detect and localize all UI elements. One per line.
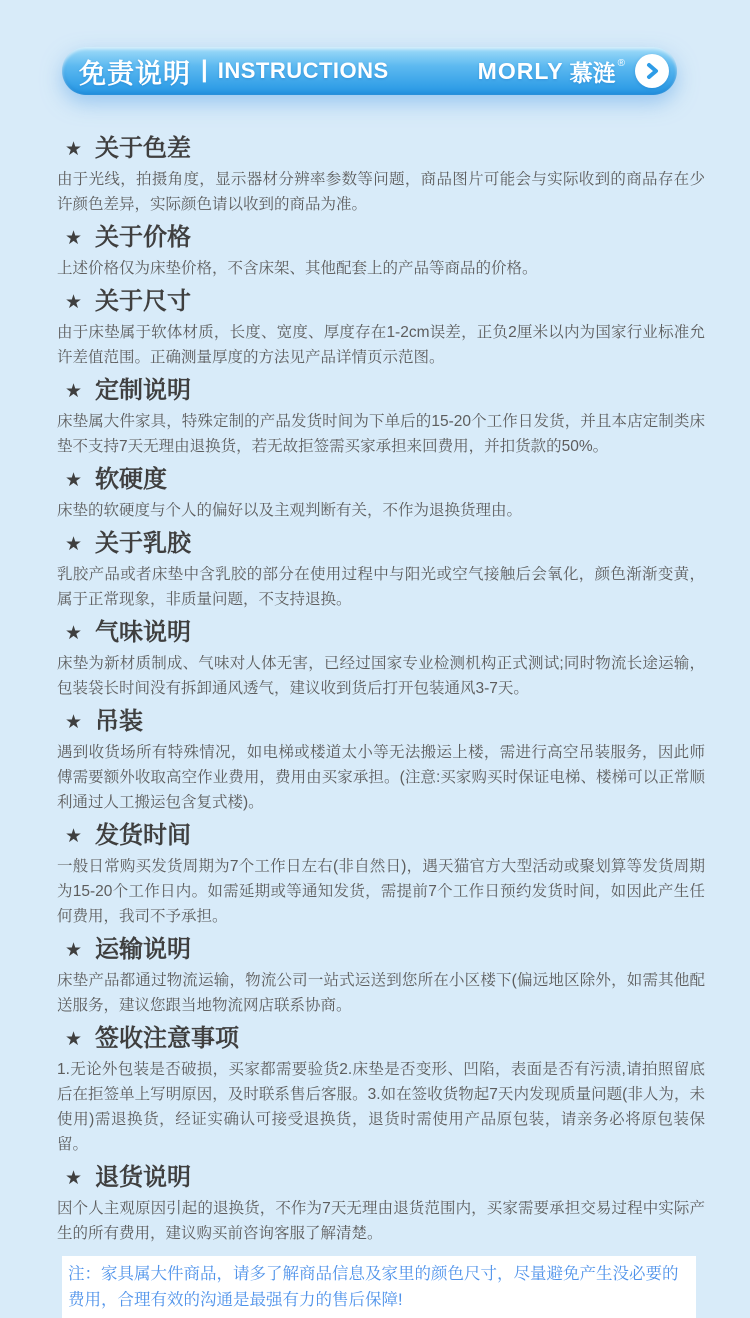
section-price: [57, 224, 705, 281]
section-size: [57, 288, 705, 370]
section-body: 上述价格仅为床垫价格，不含床架、其他配套上的产品等商品的价格。: [57, 260, 538, 277]
section-body: 因个人主观原因引起的退换货，不作为7天无理由退货范围内，买家需要承担交易过程中实际产生的所有费用，建议购买前咨询客服了解清楚。: [57, 1200, 705, 1242]
star-icon: ★: [65, 227, 83, 249]
section-body: 1.无论外包装是否破损，买家都需要验货2.床垫是否变形、凹陷，表面是否有污渍,请拍照留底后在拒签单上写明原因，及时联系售后客服。3.如在签收货物起7天内发现质量问题(非人为，未使用)需退换货，经证实确认可接受退换货，退货时需使用产品原包装，请亲务必将原包装保留。: [57, 1061, 705, 1153]
section-title: [65, 288, 705, 316]
section-customization: [57, 377, 705, 459]
section-latex: [57, 530, 705, 612]
section-body: 一般日常购买发货周期为7个工作日左右(非自然日)，遇天猫官方大型活动或聚划算等发货周期为15-20个工作日内。如需延期或等通知发货，需提前7个工作日预约发货时间，如因此产生任何费用，我司不予承担。: [57, 858, 705, 925]
section-title-text: 软硬度: [95, 466, 168, 493]
instructions-header-banner: [62, 47, 677, 95]
section-title-text: 关于乳胶: [95, 530, 192, 557]
section-body: 床垫为新材质制成、气味对人体无害，已经过国家专业检测机构正式测试;同时物流长途运输，包装袋长时间没有拆卸通风透气，建议收到货后打开包装通风3-7天。: [57, 655, 705, 697]
section-odor: [57, 619, 705, 701]
section-body: 遇到收货场所有特殊情况，如电梯或楼道太小等无法搬运上楼，需进行高空吊装服务，因此师傅需要额外收取高空作业费用，费用由买家承担。(注意:买家购买时保证电梯、楼梯可以正常顺利通过人工搬运包含复式楼)。: [57, 744, 705, 811]
section-title-text: 吊装: [95, 708, 144, 735]
section-title: [65, 377, 705, 405]
star-icon: ★: [65, 622, 83, 644]
header-divider: |: [201, 56, 208, 83]
brand-name: MORLY: [477, 57, 564, 84]
section-color-difference: [57, 135, 705, 217]
section-body: 由于光线，拍摄角度，显示器材分辨率参数等问题，商品图片可能会与实际收到的商品存在少许颜色差异，实际颜色请以收到的商品为准。: [57, 171, 705, 213]
section-title: [65, 530, 705, 558]
star-icon: ★: [65, 380, 83, 402]
section-title: [65, 619, 705, 647]
section-title-text: 关于色差: [95, 135, 192, 162]
section-title-text: 签收注意事项: [95, 1025, 240, 1052]
section-title-text: 发货时间: [95, 822, 192, 849]
section-title: [65, 822, 705, 850]
star-icon: ★: [65, 469, 83, 491]
header-title-cn: 免责说明: [79, 58, 191, 89]
section-title: [65, 224, 705, 252]
section-delivery-time: [57, 822, 705, 929]
star-icon: ★: [65, 291, 83, 313]
section-shipping: [57, 936, 705, 1018]
star-icon: ★: [65, 1028, 83, 1050]
section-returns: [57, 1164, 705, 1246]
brand-logo: [478, 54, 669, 88]
section-title-text: 运输说明: [95, 936, 192, 963]
section-body: 床垫的软硬度与个人的偏好以及主观判断有关，不作为退换货理由。: [57, 502, 523, 519]
section-title: [65, 936, 705, 964]
section-body: 床垫产品都通过物流运输，物流公司一站式运送到您所在小区楼下(偏远地区除外，如需其他配送服务，建议您跟当地物流网店联系协商。: [57, 972, 705, 1014]
section-title-text: 关于价格: [95, 224, 192, 251]
bottom-note: 注：家具属大件商品，请多了解商品信息及家里的颜色尺寸，尽量避免产生没必要的费用，合理有效的沟通是最强有力的售后保障!: [62, 1256, 696, 1318]
section-firmness: [57, 466, 705, 523]
star-icon: ★: [65, 138, 83, 160]
section-body: 乳胶产品或者床垫中含乳胶的部分在使用过程中与阳光或空气接触后会氧化，颜色渐渐变黄，属于正常现象，非质量问题，不支持退换。: [57, 566, 705, 608]
section-body: 床垫属大件家具，特殊定制的产品发货时间为下单后的15-20个工作日发货，并且本店定制类床垫不支持7天无理由退换货，若无故拒签需买家承担来回费用，并扣货款的50%。: [57, 413, 705, 455]
section-hoisting: [57, 708, 705, 815]
star-icon: ★: [65, 825, 83, 847]
section-title-text: 退货说明: [95, 1164, 192, 1191]
section-title-text: 定制说明: [95, 377, 192, 404]
section-receiving-notes: [57, 1025, 705, 1157]
registered-trademark-symbol: ®: [617, 57, 625, 69]
section-title: [65, 135, 705, 163]
instructions-content: [57, 128, 705, 1318]
section-title: [65, 466, 705, 494]
star-icon: ★: [65, 711, 83, 733]
section-title-text: 关于尺寸: [95, 288, 192, 315]
header-title-en: INSTRUCTIONS: [217, 58, 389, 83]
star-icon: ★: [65, 939, 83, 961]
section-title: [65, 1025, 705, 1053]
star-icon: ★: [65, 1167, 83, 1189]
star-icon: ★: [65, 533, 83, 555]
section-body: 由于床垫属于软体材质，长度、宽度、厚度存在1-2cm误差，正负2厘米以内为国家行业标准允许差值范围。正确测量厚度的方法见产品详情页示范图。: [57, 324, 705, 366]
section-title: [65, 708, 705, 736]
brand-name-cn: 慕涟: [569, 59, 616, 86]
section-title-text: 气味说明: [95, 619, 192, 646]
chevron-right-icon[interactable]: [635, 54, 669, 88]
section-title: [65, 1164, 705, 1192]
